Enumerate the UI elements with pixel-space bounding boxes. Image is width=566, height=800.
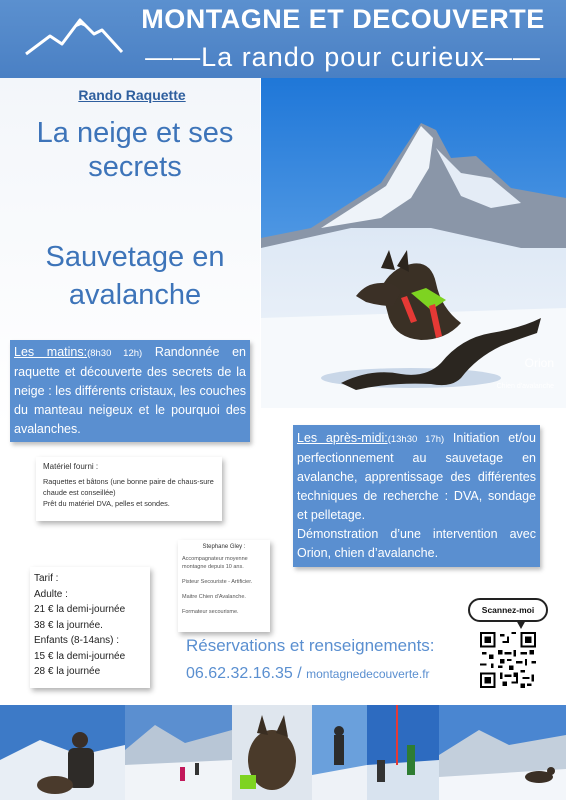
morning-program-box (10, 340, 250, 442)
guide-line: Maitre Chien d'Avalanche. (182, 594, 246, 600)
morning-text: Randonnée en raquette et découverte des secrets de la neige : les différents cristaux, les couches du manteau neigeux et le pourquoi des avalanches. (14, 345, 246, 436)
guide-card (178, 540, 270, 632)
guide-line: Accompagnateur moyenne montagne depuis 10 ans. (182, 556, 248, 570)
scan-me-bubble: Scannez-moi (468, 598, 548, 622)
photo-tile (0, 705, 125, 800)
equipment-title: Matériel fourni : (43, 462, 99, 471)
pricing-line: Adulte : (34, 588, 68, 600)
contact-separator: / (292, 665, 307, 682)
pricing-line: 38 € la journée. (34, 619, 103, 631)
tagline: ——La rando pour curieux—— (145, 42, 541, 72)
photo-caption-name: Orion (524, 356, 554, 370)
brand-name: MONTAGNE ET DECOUVERTE (141, 4, 545, 34)
pricing-line: 21 € la demi-journée (34, 604, 126, 615)
afternoon-text: Initiation et/ou perfectionnement au sauvetage en avalanche, apprentissage des différentes techniques de recherche : DVA, sondage et pelletage. (297, 431, 536, 522)
pricing-card (30, 567, 150, 688)
afternoon-label: Les après-midi: (297, 431, 388, 445)
guide-line: Formateur secourisme. (182, 609, 239, 615)
contact-line (186, 665, 430, 683)
afternoon-program-box (293, 425, 540, 567)
bubble-tail (516, 620, 526, 629)
photo-caption-role: Chien d'avalanche (496, 383, 554, 390)
qr-code-icon[interactable] (480, 632, 536, 688)
equipment-line: Prêt du matériel DVA, pelles et sondes. (43, 499, 170, 508)
header-banner (0, 0, 566, 78)
reservation-title: Réservations et renseignements: (186, 636, 435, 655)
pricing-line: Enfants (8-14ans) : (34, 635, 120, 646)
pricing-line: 28 € la journée (34, 666, 101, 677)
photo-tile (232, 705, 312, 800)
phone-number[interactable]: 06.62.32.16.35 (186, 665, 293, 682)
equipment-line: Raquettes et bâtons (une bonne paire de chaus-sure chaude est conseillée) (43, 477, 214, 497)
pricing-title: Tarif : (34, 573, 59, 584)
photo-tile (125, 705, 232, 800)
photo-strip (0, 705, 566, 800)
title-avalanche-rescue: Sauvetage en avalanche (45, 241, 225, 311)
mountain-logo-icon (24, 14, 124, 58)
guide-name: Stephane Gley : (202, 544, 246, 550)
activity-subtitle: Rando Raquette (78, 87, 186, 103)
dog-mountain-photo (261, 78, 566, 408)
website-link[interactable]: montagnedecouverte.fr (306, 667, 430, 681)
morning-time: (8h30 12h) (87, 348, 143, 359)
equipment-card (36, 457, 222, 521)
afternoon-demo-text: Démonstration d’une intervention avec Orion, chien d’avalanche. (297, 527, 536, 560)
guide-line: Pisteur Secouriste - Artificier. (182, 579, 253, 585)
photo-tile (312, 705, 367, 800)
photo-tile (367, 705, 439, 800)
photo-tile (439, 705, 566, 800)
title-snow-secrets: La neige et ses secrets (36, 117, 234, 183)
pricing-line: 15 € la demi-journée (34, 650, 126, 662)
afternoon-time: (13h30 17h) (387, 434, 445, 445)
morning-label: Les matins: (14, 345, 88, 359)
